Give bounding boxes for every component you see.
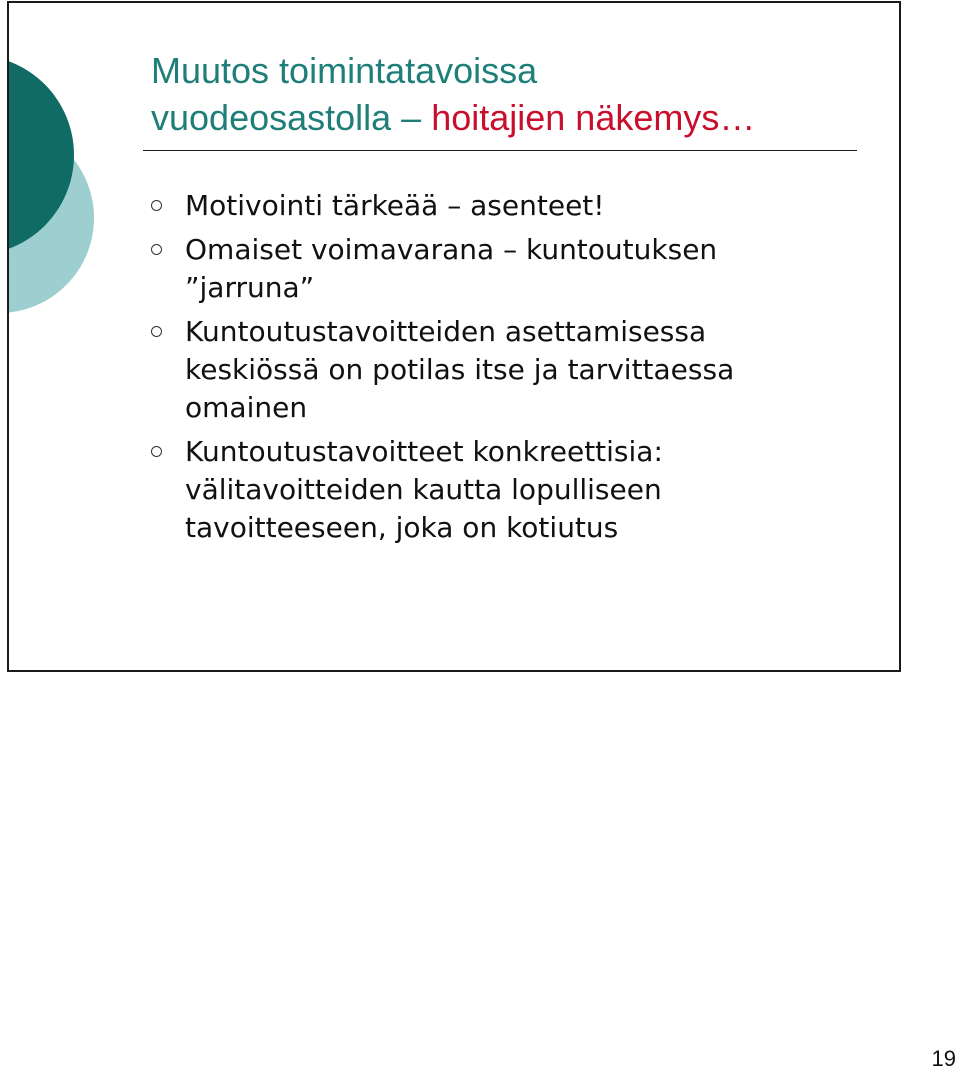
page-number: 19 [931, 1046, 956, 1071]
title-line-2 [151, 94, 755, 141]
bullet-text: Kuntoutustavoitteiden asettamisessa keskiössä on potilas itse ja tarvittaessa omainen [185, 315, 735, 424]
bullet-item [149, 231, 809, 307]
title-accent: hoitajien näkemys… [431, 97, 756, 138]
bullet-item [149, 187, 809, 225]
title-divider [143, 150, 857, 151]
bullet-item [149, 433, 809, 547]
bullet-list [149, 187, 809, 553]
slide [7, 1, 901, 672]
circle-bullet-icon [151, 326, 162, 337]
bullet-item [149, 313, 809, 427]
circle-bullet-icon [151, 200, 162, 211]
circle-bullet-icon [151, 446, 162, 457]
decorative-circles [9, 3, 119, 363]
title-line-2-main: vuodeosastolla – [151, 97, 432, 138]
slide-title [151, 47, 755, 141]
bullet-text: Kuntoutustavoitteet konkreettisia: välitavoitteiden kautta lopulliseen tavoitteeseen, joka on kotiutus [185, 435, 663, 544]
bullet-text: Motivointi tärkeää – asenteet! [185, 189, 605, 222]
title-line-1: Muutos toimintatavoissa [151, 50, 538, 91]
bullet-text: Omaiset voimavarana – kuntoutuksen ”jarruna” [185, 233, 718, 304]
circle-bullet-icon [151, 244, 162, 255]
